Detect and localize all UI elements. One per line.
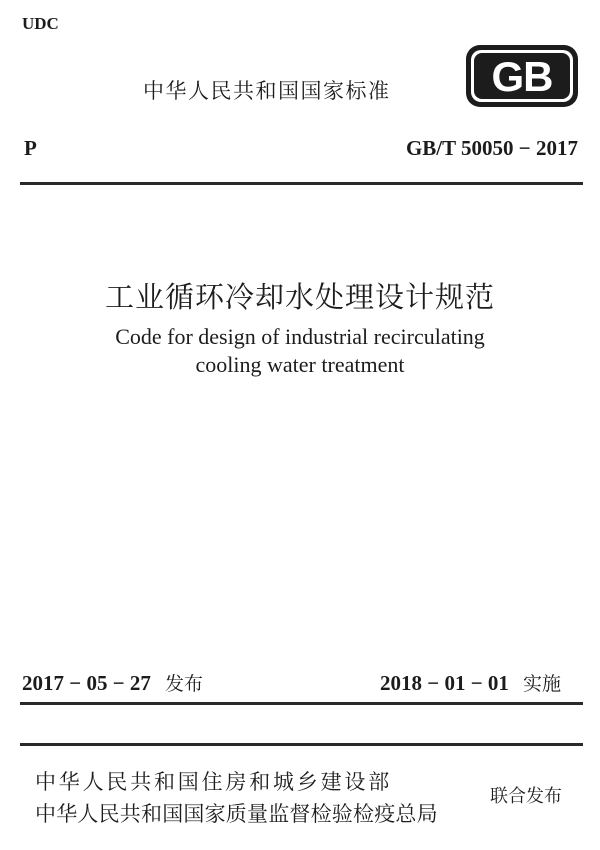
title-chinese: 工业循环冷却水处理设计规范	[104, 280, 495, 314]
issue-date-row	[22, 669, 203, 696]
issue-label: 发布	[164, 673, 203, 695]
standard-type-heading: 中华人民共和国国家标准	[143, 79, 391, 103]
implement-label: 实施	[522, 673, 561, 695]
implement-date-row	[380, 669, 561, 696]
joint-release-label: 联合发布	[490, 786, 562, 807]
title-english	[0, 323, 600, 379]
publisher-ministry: 中华人民共和国住房和城乡建设部	[35, 770, 392, 794]
publisher-aqsiq: 中华人民共和国国家质量监督检验检疫总局	[35, 802, 438, 826]
dates-divider-bottom	[20, 743, 583, 746]
dates-divider-top	[20, 702, 583, 705]
title-english-line2: cooling water treatment	[195, 352, 405, 377]
category-code: P	[24, 136, 37, 160]
svg-text:GB: GB	[491, 53, 553, 100]
issue-date: 2017 − 05 − 27	[22, 671, 151, 695]
top-divider	[20, 182, 583, 185]
standard-number: GB/T 50050 − 2017	[405, 136, 578, 160]
udc-label: UDC	[22, 14, 59, 33]
title-english-line1: Code for design of industrial recirculating	[115, 324, 485, 349]
gb-logo-icon	[465, 44, 579, 108]
implement-date: 2018 − 01 − 01	[380, 671, 509, 695]
